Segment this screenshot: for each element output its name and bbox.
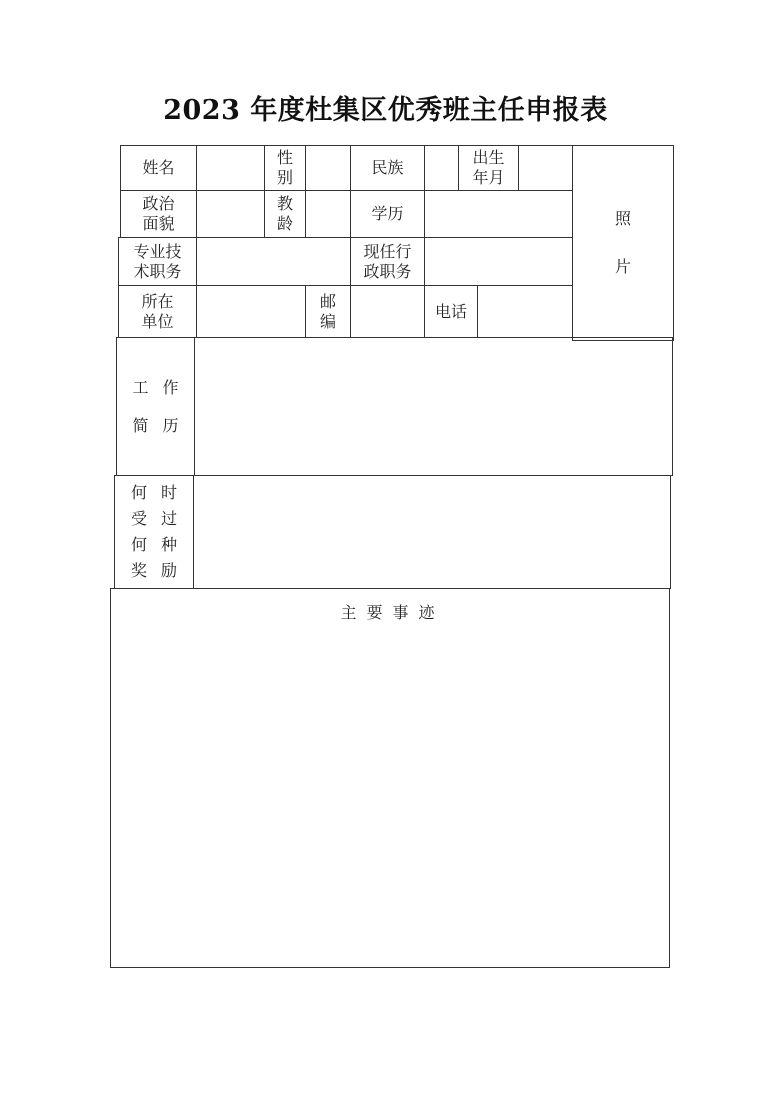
work-history-char: 简 (132, 415, 149, 435)
field-professional-title[interactable] (196, 237, 351, 286)
field-workplace[interactable] (196, 285, 306, 338)
label-work-history (116, 337, 195, 476)
label-ethnicity: 民族 (350, 145, 425, 191)
field-education[interactable] (424, 190, 573, 238)
label-education: 学历 (350, 190, 425, 238)
label-gender: 性 别 (264, 145, 306, 191)
awards-char: 何 (130, 535, 147, 554)
label-name: 姓名 (120, 145, 197, 191)
photo-label-1: 照 (614, 209, 631, 228)
label-postcode: 邮 编 (305, 285, 351, 338)
work-history-char: 作 (162, 377, 179, 397)
awards-char: 励 (161, 561, 178, 580)
label-professional-title: 专业技 术职务 (118, 237, 197, 286)
label-awards (114, 475, 194, 589)
field-gender[interactable] (305, 145, 351, 191)
photo-label-2: 片 (614, 257, 631, 276)
label-workplace: 所在 单位 (118, 285, 197, 338)
field-current-post[interactable] (424, 237, 573, 286)
field-awards[interactable] (193, 475, 671, 589)
field-birth[interactable] (518, 145, 573, 191)
field-ethnicity[interactable] (424, 145, 459, 191)
label-teaching-years: 教 龄 (264, 190, 306, 238)
awards-char: 受 (130, 509, 147, 528)
label-phone: 电话 (424, 285, 478, 338)
field-main-deeds[interactable] (110, 588, 670, 968)
field-postcode[interactable] (350, 285, 425, 338)
form-title: 2023 年度杜集区优秀班主任申报表 (163, 95, 608, 126)
awards-char: 种 (161, 535, 178, 554)
awards-char: 时 (161, 483, 178, 502)
awards-char: 奖 (130, 561, 147, 580)
awards-char: 何 (130, 483, 147, 502)
photo-box[interactable] (572, 145, 674, 341)
work-history-char: 历 (162, 415, 179, 435)
field-name[interactable] (196, 145, 265, 191)
field-phone[interactable] (477, 285, 573, 338)
field-work-history[interactable] (194, 337, 673, 476)
awards-char: 过 (161, 509, 178, 528)
label-current-post: 现任行 政职务 (350, 237, 425, 286)
work-history-char: 工 (132, 377, 149, 397)
field-teaching-years[interactable] (305, 190, 351, 238)
field-political[interactable] (196, 190, 265, 238)
label-political: 政治 面貌 (120, 190, 197, 238)
label-main-deeds: 主要事迹 (340, 603, 445, 622)
label-birth: 出生 年月 (458, 145, 519, 191)
